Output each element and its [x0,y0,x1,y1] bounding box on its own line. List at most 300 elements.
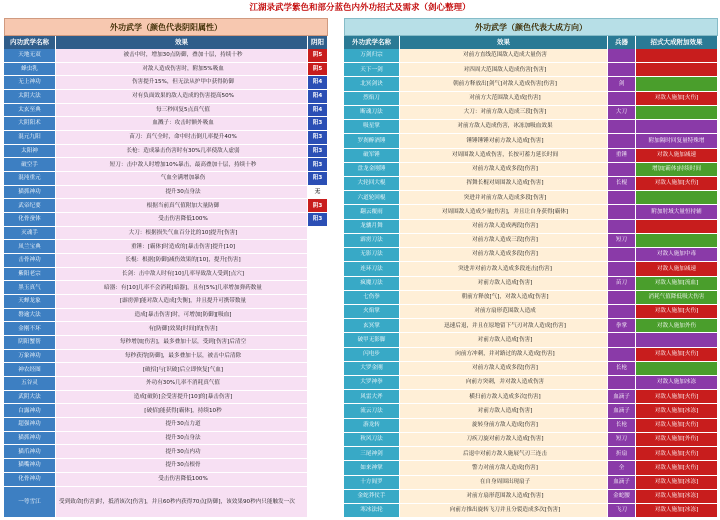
art-effect: 外功有30%几率不消耗真气值 [56,377,308,390]
art-effect: 向前方推出旋转飞刀并且分裂造成多次[伤害] [400,504,608,517]
table-row [4,213,328,227]
weapon-type: 血滴子 [608,476,636,489]
art-effect: 提升30点身法 [56,186,308,199]
table-row [344,262,718,276]
weapon-type: 长枪 [608,419,636,432]
table-row [4,49,328,63]
weapon-type [608,220,636,233]
art-effect: 突进并对前方敌人造成多段[伤害] [400,191,608,204]
art-name: 七伤拳 [344,291,400,304]
table-row [344,191,718,205]
art-effect: 对前方扇形范围敌人造成 [400,305,608,318]
art-name: 大罗金刚 [344,362,400,375]
weapon-type [608,49,636,62]
art-name: 万剑归宗 [344,49,400,62]
table-row [344,348,718,362]
art-effect: 朝前方释放[气]，对敌人造成[伤害] [400,291,608,304]
yinyang-tag: 阳3 [308,172,328,185]
table-row [344,149,718,163]
mastery-extra-effect [636,77,718,90]
art-name: 万象神功 [4,350,56,363]
outer-arts-header-row [344,36,718,49]
art-name: 闪电步 [344,348,400,361]
inner-arts-section-title: 外功武学（颜色代表阴阳属性） [4,18,328,36]
yinyang-tag: 无 [308,186,328,199]
art-effect: 向前方冲刺，并对路过的敌人造成[伤害] [400,348,608,361]
art-effect: 朝前方释放出[剑气]对敌人造成伤害[伤害] [400,77,608,90]
mastery-extra-effect: 对敌人施加减速 [636,262,718,275]
inner-arts-header-row [4,36,328,49]
mastery-extra-effect: 对敌人施加中毒 [636,248,718,261]
inner-arts-table [4,18,328,518]
art-name: 武阴大法 [4,391,56,404]
art-effect: 提升30点身法 [56,432,308,445]
yinyang-tag: 阳3 [308,117,328,130]
yinyang-tag: 阳3 [308,145,328,158]
weapon-type: 长棍 [608,177,636,190]
weapon-type: 血滴子 [608,390,636,403]
art-name: 阴阳蟹帮 [4,336,56,349]
yinyang-tag [308,309,328,322]
mastery-extra-effect [636,106,718,119]
art-effect: 被击中时，增加30点防御，叠加十层，持续十秒 [56,49,308,62]
art-name: 断魂刀法 [344,106,400,119]
mastery-extra-effect: 对敌人施加减速 [636,149,718,162]
art-effect: 突进并对前方敌人造成多段连击[伤害] [400,262,608,275]
weapon-type [608,348,636,361]
table-row [344,390,718,404]
mastery-extra-effect: 对敌人施加[火伤] [636,92,718,105]
weapon-type [608,248,636,261]
art-effect: 受击伤害降低100% [56,213,308,226]
art-effect: 对前方敌人造成三段[伤害] [400,234,608,247]
art-effect: 气血全满增加暴伤 [56,172,308,185]
art-effect: 向前方突刺，并对敌人造成伤害 [400,376,608,389]
table-row [344,376,718,390]
art-name: 破空手 [4,158,56,171]
table-row [344,77,718,91]
table-row [4,199,328,213]
art-name: 疯魔刀法 [344,277,400,290]
yinyang-tag [308,432,328,445]
weapon-type: 苗刀 [608,277,636,290]
weapon-type: 全 [608,461,636,474]
art-effect: 长枪：造成暴击伤害时有30%几率使敌人虚弱 [56,145,308,158]
art-effect: 后退中对前方敌人施展气刃三连击 [400,447,608,460]
art-effect: 对前方敌人造成[伤害] [400,404,608,417]
inner-arts-rows [4,49,328,518]
table-row [4,254,328,268]
mastery-extra-effect: 对敌人施加[火伤] [636,305,718,318]
yinyang-tag [308,322,328,335]
art-effect: 对前方敌人造成多段[伤害] [400,163,608,176]
mastery-extra-effect: 对敌人施加[火伤] [636,177,718,190]
art-effect: 每秒获得[防御]，最多叠加十层，被击中后清除 [56,350,308,363]
yinyang-tag: 阳3 [308,158,328,171]
weapon-type: 短刀 [608,234,636,247]
table-row [4,172,328,186]
yinyang-tag [308,391,328,404]
mastery-extra-effect: 对敌人施加[火伤] [636,348,718,361]
table-row [344,177,718,191]
art-name: 破军锤 [344,149,400,162]
weapon-type [608,134,636,147]
table-row [4,90,328,104]
table-row [4,350,328,364]
art-name: 翻云覆雨 [344,205,400,218]
table-row [344,63,718,77]
table-row [344,134,718,148]
art-effect: 有[防御]效果[时间]的[伤害] [56,322,308,335]
table-row [4,363,328,377]
weapon-type: 大刀 [608,106,636,119]
mastery-extra-effect: 对敌人施加[火伤] [636,461,718,474]
art-effect: 血溅子：攻击时额外吸血 [56,117,308,130]
mastery-extra-effect [636,234,718,247]
weapon-type [608,376,636,389]
table-row [4,295,328,309]
column-header-name: 内功武学名称 [4,36,56,49]
art-name: 天地无双 [4,49,56,62]
art-effect: 对前方扇形范围敌人造成[伤害] [400,490,608,503]
art-effect: 短刀：击中敌人时增加10%暴击，最高叠加十层，持续十秒 [56,158,308,171]
art-name: 破甲无影脚 [344,333,400,346]
art-effect: 对前方敌人造成多段[伤害] [400,248,608,261]
outer-arts-table [344,18,718,518]
table-row [344,277,718,291]
table-row [344,461,718,475]
weapon-type [608,205,636,218]
art-name: 猫嘴神功 [4,459,56,472]
table-row [4,227,328,241]
table-row [344,476,718,490]
weapon-type: 短刀 [608,433,636,446]
weapon-type: 血滴子 [608,404,636,417]
mastery-extra-effect: 对敌人施加冰冻 [636,376,718,389]
table-row [344,248,718,262]
art-effect: 提升30点根骨 [56,459,308,472]
table-row [4,145,328,159]
yinyang-tag [308,418,328,431]
mastery-extra-effect [636,63,718,76]
art-effect: 提升30点力道 [56,418,308,431]
weapon-type [608,291,636,304]
table-row [4,432,328,446]
mastery-extra-effect: 对敌人施加[冰冻] [636,476,718,489]
art-name: 蜂虫乳 [4,63,56,76]
weapon-type [608,92,636,105]
art-effect: 对周围敌人造成伤害，长按可蓄力延长时间 [400,149,608,162]
outer-arts-section-title: 外功武学（颜色代表大成方向） [344,18,718,36]
yinyang-tag: 阴5 [308,63,328,76]
art-name: 混沌重元 [4,172,56,185]
table-row [344,362,718,376]
yinyang-tag [308,404,328,417]
art-name: 猫抓神功 [4,186,56,199]
art-name: 击骨神功 [4,254,56,267]
mastery-extra-effect: 对敌人施加[火伤] [636,419,718,432]
yinyang-tag: 阴5 [308,49,328,62]
table-row [344,205,718,219]
art-effect: 对前方直线范围敌人造成大量伤害 [400,49,608,62]
weapon-type [608,305,636,318]
weapon-type [608,191,636,204]
art-effect: 迅速后退，并且在原地留下气刃对敌人造成[伤害] [400,319,608,332]
mastery-extra-effect: 增加[霸体]持续时间 [636,163,718,176]
art-name: 天蝉龙象 [4,295,56,308]
table-row [4,322,328,336]
art-name: 太玄至典 [4,104,56,117]
yinyang-tag [308,459,328,472]
yinyang-tag [308,240,328,253]
table-row [4,473,328,487]
yinyang-tag [308,227,328,240]
art-name: 大阴阳术 [4,117,56,130]
art-effect: 对周围敌人造成少量[伤害]，并且让自身获得[霸体] [400,205,608,218]
art-effect: [霹雳弹]能对敌人造成[失衡]，并且提升可携带数量 [56,295,308,308]
art-name: 玄冥掌 [344,319,400,332]
table-row [4,186,328,200]
art-name: 流云刀法 [344,404,400,417]
art-effect: 横扫前方敌人造成多次[伤害] [400,390,608,403]
art-effect: 对前方大范围敌人造成[伤害] [400,92,608,105]
art-effect: 长棍：根据[防御]减伤效果的[10]，提升[伤害] [56,254,308,267]
art-effect: 对前方敌人造成[伤害] [400,277,608,290]
art-name: 金蛇莽仗手 [344,490,400,503]
art-effect: 旋转身前方敌人造成[伤害] [400,419,608,432]
column-header-extra: 招式大成附加效果 [636,36,718,49]
art-effect: 造成[暴击伤害]时，可增加[防御][吸血] [56,309,308,322]
outer-arts-rows [344,49,718,518]
table-row [344,291,718,305]
art-name: 超强神功 [4,418,56,431]
yinyang-tag [308,473,328,486]
weapon-type [608,63,636,76]
art-name: 凤兰宝典 [4,240,56,253]
art-effect: 对四周大范围敌人造成伤害[伤害] [400,63,608,76]
table-row [344,305,718,319]
art-name: 无影刀法 [344,248,400,261]
mastery-extra-effect [636,220,718,233]
table-row [4,309,328,323]
art-name: 灭魂手 [4,227,56,240]
art-name: 三尾神剑 [344,447,400,460]
mastery-extra-effect: 对敌人施加[火伤] [636,447,718,460]
yinyang-tag [308,487,328,517]
weapon-type [608,120,636,133]
art-effect: 对敌人造成伤害时，附加5%吸血 [56,63,308,76]
art-effect: 挥舞长棍对周围敌人造成[伤害] [400,177,608,190]
weapon-type: 折扇 [608,447,636,460]
art-name: 秋风刀法 [344,433,400,446]
table-row [4,63,328,77]
table-row [344,92,718,106]
table-row [4,487,328,518]
art-name: 混元九阳 [4,131,56,144]
art-name: 十方阎罗 [344,476,400,489]
mastery-extra-effect [636,120,718,133]
yinyang-tag [308,254,328,267]
art-name: 六道轮回棍 [344,191,400,204]
weapon-type [608,333,636,346]
mastery-extra-effect: 附加肘域大量恒持辅 [636,205,718,218]
page-title: 江湖录武学紫色和部分蓝色内外功招式及需求（剑心整理） [249,3,471,13]
table-row [4,76,328,90]
mastery-extra-effect [636,333,718,346]
art-name: 罗刹醉酒锤 [344,134,400,147]
art-effect: 在自身周围出现扇子 [400,476,608,489]
yinyang-tag [308,377,328,390]
table-row [344,490,718,504]
art-name: 盘龙金刚锤 [344,163,400,176]
table-row [344,419,718,433]
art-effect: 重锤：[霸体]时造成的[暴击伤害]提升[10] [56,240,308,253]
table-row [4,268,328,282]
art-name: 太阳神 [4,145,56,158]
table-row [344,120,718,134]
table-row [4,391,328,405]
yinyang-tag [308,268,328,281]
art-name: 武帝纪要 [4,199,56,212]
art-name: 寒冰法轮 [344,504,400,517]
art-name: 火焰掌 [344,305,400,318]
art-effect: [破招]能获得[霸体]，持续10秒 [56,404,308,417]
art-effect: 伤害提升15%，但无法从护甲中获得防御 [56,76,308,89]
table-row [4,131,328,145]
art-effect: 每三秒回复5点真气值 [56,104,308,117]
table-row [4,445,328,459]
art-effect: 根据当前真气值附加大量防御 [56,199,308,212]
mastery-extra-effect: 对敌人施加[冰冻] [636,490,718,503]
yinyang-tag: 阳4 [308,104,328,117]
table-row [344,163,718,177]
yinyang-tag: 阳3 [308,213,328,226]
yinyang-tag [308,445,328,458]
art-name: 磐逾大法 [4,309,56,322]
art-name: 化骨神功 [4,473,56,486]
art-name: 吸星掌 [344,120,400,133]
art-effect: [破招]与[识破]后立即恢复[气血] [56,363,308,376]
art-effect: 造成[破防]会受害提升[10]的[暴击伤害] [56,391,308,404]
art-name: 北冥剑诀 [344,77,400,90]
yinyang-tag [308,350,328,363]
table-row [4,459,328,473]
yinyang-tag [308,295,328,308]
mastery-extra-effect [636,362,718,375]
art-name: 如来神掌 [344,461,400,474]
table-row [4,404,328,418]
art-name: 大轮回大棍 [344,177,400,190]
art-effect: 大刀：对前方敌人造成三段[伤害] [400,106,608,119]
yinyang-tag: 阳4 [308,76,328,89]
mastery-extra-effect: 对敌人施加[冰冻] [636,504,718,517]
art-name: 风雷大斧 [344,390,400,403]
art-name: 金刚不坏 [4,322,56,335]
table-row [4,158,328,172]
art-name: 白露神功 [4,404,56,417]
table-row [344,433,718,447]
art-name: 黑玉真气 [4,281,56,294]
art-effect: 提升30点内功 [56,445,308,458]
art-name: 太阴大法 [4,90,56,103]
mastery-extra-effect [636,49,718,62]
weapon-type [608,163,636,176]
yinyang-tag: 阳4 [308,90,328,103]
mastery-extra-effect: 消耗气值降低吸大伤害 [636,291,718,304]
art-effect: 锤锤锤锤对前方敌人造成[伤害] [400,134,608,147]
art-effect: 对前方敌人造成伤害，冰冻加吸血效果 [400,120,608,133]
table-row [344,106,718,120]
table-row [344,49,718,63]
mastery-extra-effect: 对敌人施加[流血] [636,277,718,290]
weapon-type [608,262,636,275]
art-name: 一萼雪江 [4,487,56,517]
weapon-type: 飞刀 [608,504,636,517]
art-effect: 苗刀：真气全时，命中时击倒几率提升40% [56,131,308,144]
art-effect: 大刀：根据损失气血百分比的10]提升[伤害] [56,227,308,240]
art-effect: 受到致命[伤害]时，抵消该次[伤害]，并且60秒内获得70点[防御]，该效果90秒内只能触发一次 [56,487,308,517]
art-name: 猫爪神功 [4,445,56,458]
column-header-yinyang: 阴阳 [308,36,328,49]
art-name: 猫抓神功 [4,432,56,445]
table-row [4,377,328,391]
art-name: 游龙转 [344,419,400,432]
weapon-type: 重锤 [608,149,636,162]
art-effect: 长剑：击中敌人时有[10]几率导致敌人受到[点穴] [56,268,308,281]
table-row [4,117,328,131]
column-header-name: 外功武学名称 [344,36,400,49]
weapon-type: 拳掌 [608,319,636,332]
yinyang-tag: 阳3 [308,131,328,144]
table-row [344,447,718,461]
art-name: 龙骧月舞 [344,220,400,233]
mastery-extra-effect [636,191,718,204]
art-name: 天下一剑 [344,63,400,76]
mastery-extra-effect: 对敌人施加外伤 [636,319,718,332]
art-effect: 警力对前方敌人造成[伤害] [400,461,608,474]
art-name: 霹雳刀法 [344,234,400,247]
table-row [4,240,328,254]
art-name: 神农经图 [4,363,56,376]
yinyang-tag: 阴3 [308,199,328,212]
yinyang-tag [308,363,328,376]
table-row [344,333,718,347]
mastery-extra-effect: 对敌人施加[外伤] [636,433,718,446]
mastery-extra-effect: 附加隔时回复量特殊增 [636,134,718,147]
weapon-type: 金蛇腰 [608,490,636,503]
art-name: 烈焰刀 [344,92,400,105]
mastery-extra-effect: 对敌人施加[火伤] [636,390,718,403]
table-row [4,336,328,350]
table-row [344,234,718,248]
table-row [344,220,718,234]
art-effect: 每秒增加[伤害]，最多叠加十层，受到[伤害]后清空 [56,336,308,349]
art-name: 大罗神拳 [344,376,400,389]
table-row [4,104,328,118]
table-row [4,281,328,295]
weapon-type: 长枪 [608,362,636,375]
art-name: 紫阳老宗 [4,268,56,281]
art-effect: 受击伤害降低100% [56,473,308,486]
column-header-weapon: 兵器 [608,36,636,49]
art-effect: 暗器：有[10]几率不会消耗[暗器]，且有[5%]几率增加弹药数量 [56,281,308,294]
column-header-effect: 效果 [56,36,308,49]
table-row [4,418,328,432]
art-name: 化骨蚕体 [4,213,56,226]
table-row [344,319,718,333]
column-header-effect: 效果 [400,36,608,49]
yinyang-tag [308,281,328,294]
